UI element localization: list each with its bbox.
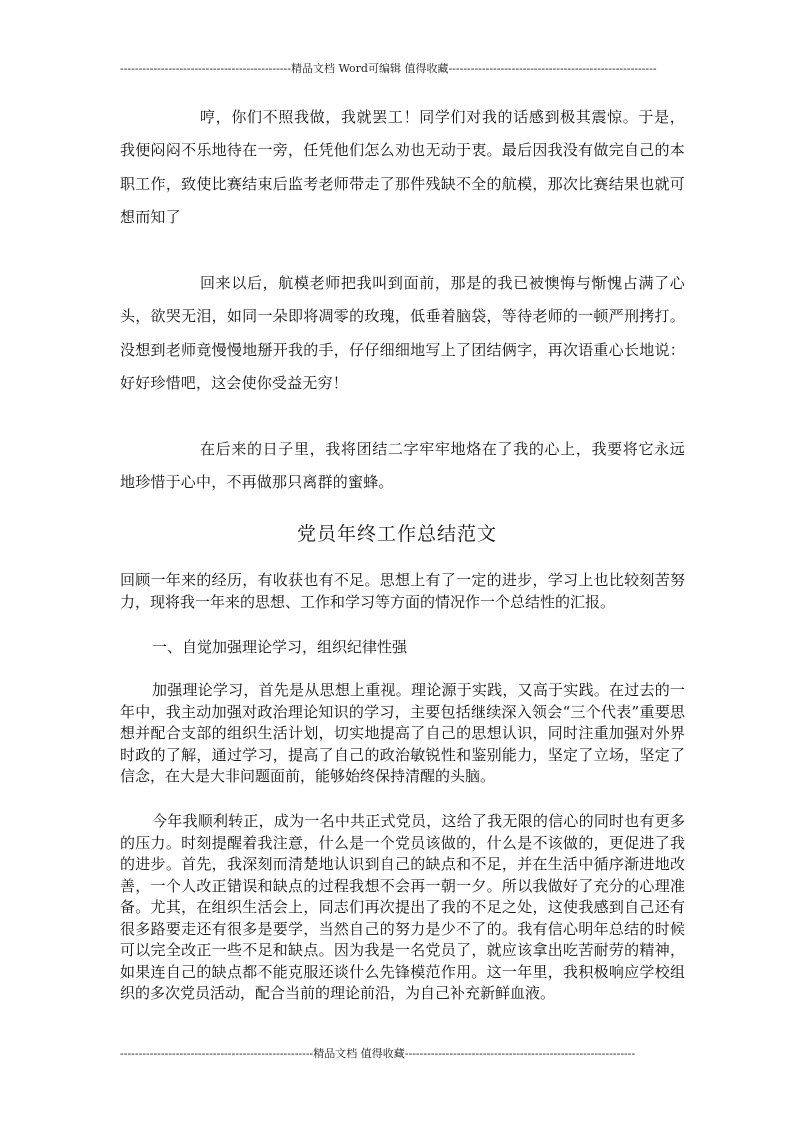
- page-header: ----------------------------------------------精品文档 Word可编辑 值得收藏--------------------------------------------------------: [120, 62, 657, 75]
- story-paragraph-2-text: 回来以后，航模老师把我叫到面前，那是的我已被懊悔与惭愧占满了心头，欲哭无泪，如同一朵即将凋零的玫瑰，低垂着脑袋，等待老师的一顿严刑拷打。没想到老师竟慢慢地掰开我的手，仔仔细细地写上了团结俩字，再次语重心长地说：好好珍惜吧，这会使你受益无穷！: [120, 274, 685, 392]
- story-paragraph-3: [120, 433, 685, 500]
- summary-intro: 回顾一年来的经历，有收获也有不足。思想上有了一定的进步，学习上也比较刻苦努力，现将我一年来的思想、工作和学习等方面的情况作一个总结性的汇报。: [120, 571, 685, 611]
- document-title: 党员年终工作总结范文: [296, 523, 497, 545]
- story-paragraph-3-text: 在后来的日子里，我将团结二字牢牢地烙在了我的心上，我要将它永远地珍惜于心中，不再做那只离群的蜜蜂。: [120, 440, 685, 492]
- page-footer: ----------------------------------------------------精品文档 值得收藏--------------------------------------------------------------: [120, 1047, 636, 1060]
- story-paragraph-2: [120, 267, 685, 400]
- section-paragraph-1: 加强理论学习，首先是从思想上重视。理论源于实践，又高于实践。在过去的一年中，我主动加强对政治理论知识的学习，主要包括继续深入领会“三个代表”重要思想并配合支部的组织生活计划，切实地提高了自己的思想认识，同时注重加强对外界时政的了解，通过学习，提高了自己的政治敏锐性和鉴别能力，坚定了立场，坚定了信念，在大是大非问题面前，能够始终保持清醒的头脑。: [120, 681, 685, 785]
- section-paragraph-2: 今年我顺利转正，成为一名中共正式党员，这给了我无限的信心的同时也有更多的压力。时刻提醒着我注意，什么是一个党员该做的，什么是不该做的，更促进了我的进步。首先，我深刻而清楚地认识到自己的缺点和不足，并在生活中循序渐进地改善，一个人改正错误和缺点的过程我想不会再一朝一夕。所以我做好了充分的心理准备。尤其，在组织生活会上，同志们再次提出了我的不足之处，这使我感到自己还有很多路要走还有很多是要学，当然自己的努力是少不了的。我有信心明年总结的时候可以完全改正一些不足和缺点。因为我是一名党员了，就应该拿出吃苦耐劳的精神，如果连自己的缺点都不能克服还谈什么先锋模范作用。这一年里，我积极响应学校组织的多次党员活动，配合当前的理论前沿，为自己补充新鲜血液。: [120, 812, 685, 1002]
- story-paragraph-1: [120, 101, 685, 234]
- story-paragraph-1-text: 哼，你们不照我做，我就罢工！同学们对我的话感到极其震惊。于是，我便闷闷不乐地待在一旁，任凭他们怎么劝也无动于衷。最后因我没有做完自己的本职工作，致使比赛结束后监考老师带走了那件残缺不全的航模，那次比赛结果也就可想而知了: [120, 108, 685, 226]
- section-heading: 一、自觉加强理论学习，组织纪律性强: [152, 638, 408, 656]
